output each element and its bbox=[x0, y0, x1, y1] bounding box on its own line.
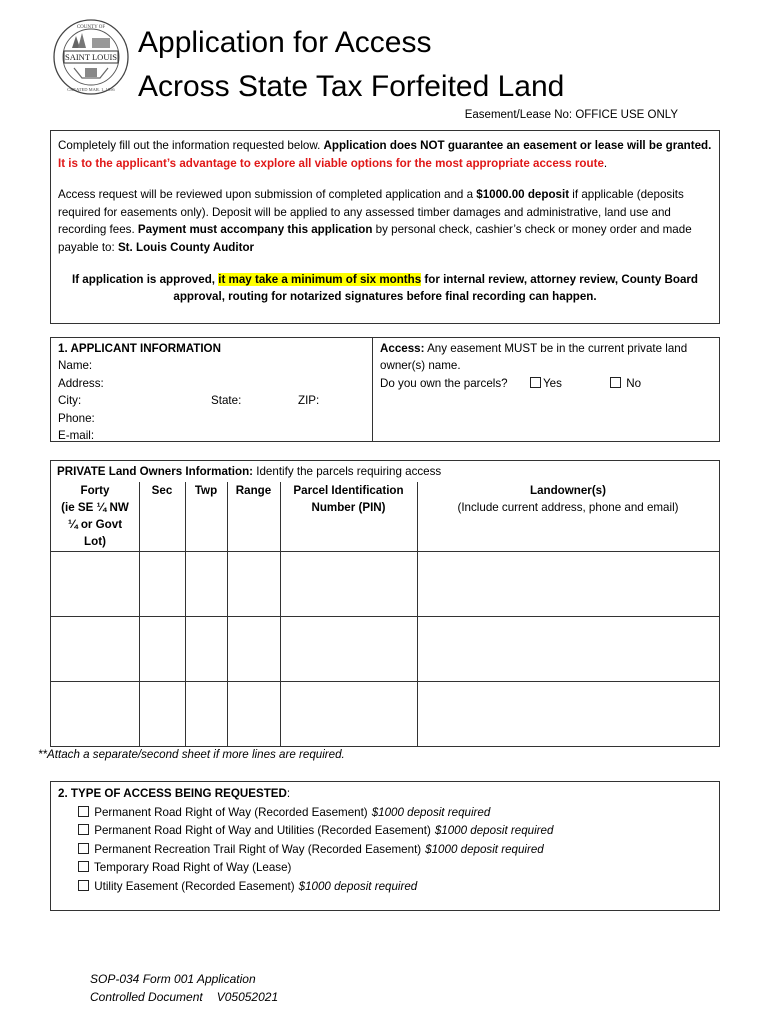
col-forty-line: Forty bbox=[80, 484, 110, 497]
zip-field[interactable]: ZIP: bbox=[298, 394, 320, 408]
table-row[interactable] bbox=[51, 616, 719, 681]
instructions-paragraph-1 bbox=[58, 137, 712, 172]
email-label: E-mail: bbox=[58, 428, 95, 442]
access-option-road-row[interactable] bbox=[78, 804, 712, 823]
parcels-heading bbox=[57, 463, 441, 480]
access-option-road-utilities[interactable] bbox=[78, 822, 712, 841]
footer-form-id: SOP-034 Form 001 Application bbox=[90, 972, 256, 986]
access-type-colon: : bbox=[286, 787, 291, 800]
col-owner-line: (Include current address, phone and email) bbox=[457, 501, 679, 514]
city-field[interactable]: City: bbox=[58, 394, 82, 408]
applicant-heading: 1. APPLICANT INFORMATION bbox=[58, 342, 221, 355]
col-forty-line: (ie SE ¼ NW bbox=[61, 501, 129, 514]
col-pin-header bbox=[280, 482, 417, 516]
intro-period: . bbox=[603, 156, 608, 170]
col-forty-header bbox=[51, 482, 139, 550]
access-option-temporary-road[interactable] bbox=[78, 859, 712, 878]
no-label: No bbox=[626, 376, 642, 390]
col-pin-line: Number (PIN) bbox=[311, 501, 386, 514]
state-field[interactable]: State: bbox=[211, 394, 242, 408]
email-field[interactable] bbox=[58, 427, 365, 444]
footer-version: V05052021 bbox=[216, 990, 279, 1004]
option-label: Utility Easement (Recorded Easement) bbox=[94, 879, 295, 893]
intro-text: for internal review, attorney review, County Board approval, routing for notarized signatures before final recording can happen. bbox=[173, 272, 698, 304]
address-label: Address: bbox=[58, 376, 104, 390]
address-field[interactable] bbox=[58, 375, 365, 392]
access-type-heading: 2. TYPE OF ACCESS BEING REQUESTED bbox=[58, 787, 287, 800]
option-label: Permanent Road Right of Way and Utilities (Recorded Easement) bbox=[94, 824, 431, 837]
option-label: Permanent Recreation Trail Right of Way (Recorded Easement) bbox=[94, 842, 422, 856]
col-sec-header: Sec bbox=[151, 484, 173, 497]
applicant-fields bbox=[51, 338, 373, 441]
page-title-line2: Across State Tax Forfeited Land bbox=[138, 70, 565, 103]
instructions-paragraph-3 bbox=[58, 271, 712, 306]
document-footer bbox=[90, 970, 278, 1006]
seal-center-text: SAINT LOUIS bbox=[64, 52, 118, 62]
phone-field[interactable] bbox=[58, 410, 365, 427]
name-label: Name: bbox=[58, 359, 93, 373]
instructions-paragraph-2 bbox=[58, 186, 712, 256]
checkbox-icon bbox=[610, 377, 621, 388]
checkbox-icon bbox=[78, 861, 89, 872]
payment-notice: Payment must accompany this application bbox=[137, 223, 373, 237]
access-option-recreation-trail[interactable] bbox=[78, 841, 712, 860]
landowner-parcels-table bbox=[50, 460, 720, 747]
checkbox-icon bbox=[78, 806, 89, 817]
checkbox-icon bbox=[78, 880, 89, 891]
intro-red-advantage: It is to the applicant’s advantage to explore all viable options for the most appropriate access route bbox=[58, 156, 604, 170]
intro-bold-guarantee: Application does NOT guarantee an easement or lease will be granted. bbox=[323, 139, 712, 152]
access-text: Any easement MUST be in the current private land owner(s) name. bbox=[380, 342, 688, 373]
table-row[interactable] bbox=[51, 551, 719, 616]
col-pin-line: Parcel Identification bbox=[293, 484, 404, 497]
col-forty-line: ¼ or Govt bbox=[67, 518, 123, 531]
own-parcels-question: Do you own the parcels? bbox=[380, 376, 508, 390]
instructions-box bbox=[50, 130, 720, 324]
option-deposit: $1000 deposit required bbox=[298, 879, 418, 893]
intro-text: Completely fill out the information requested below. bbox=[58, 139, 324, 152]
intro-text: Access request will be reviewed upon submission of completed application and a bbox=[58, 188, 477, 202]
yes-label: Yes bbox=[543, 376, 562, 390]
col-twp-header: Twp bbox=[194, 484, 218, 497]
access-type-section bbox=[50, 781, 720, 911]
name-field[interactable] bbox=[58, 357, 365, 374]
col-owner-line: Landowner(s) bbox=[529, 484, 606, 497]
phone-label: Phone: bbox=[58, 411, 95, 425]
option-label: Permanent Road Right of Way (Recorded Easement) bbox=[94, 805, 368, 819]
checkbox-icon bbox=[78, 843, 89, 854]
intro-text: by personal check, cashier’s check or money order and made payable to: bbox=[58, 223, 692, 254]
checkbox-icon bbox=[78, 824, 89, 835]
yes-checkbox[interactable] bbox=[530, 375, 562, 392]
intro-text: If application is approved, bbox=[71, 272, 219, 286]
no-checkbox[interactable] bbox=[610, 375, 641, 392]
applicant-information-section bbox=[50, 337, 720, 442]
col-range-header: Range bbox=[235, 484, 272, 497]
option-label: Temporary Road Right of Way (Lease) bbox=[94, 861, 292, 874]
easement-lease-number: Easement/Lease No: OFFICE USE ONLY bbox=[464, 109, 678, 121]
seal-bottom-text: CREATED MAR. 1, 1856 bbox=[67, 87, 115, 92]
parcels-heading-bold: PRIVATE Land Owners Information: bbox=[57, 465, 254, 478]
access-note bbox=[380, 340, 712, 375]
access-option-utility-easement[interactable] bbox=[78, 878, 712, 897]
checkbox-icon bbox=[530, 377, 541, 388]
seal-top-text: COUNTY OF bbox=[76, 25, 106, 30]
seal-graphic bbox=[52, 18, 130, 96]
extra-sheet-note: **Attach a separate/second sheet if more lines are required. bbox=[38, 748, 345, 761]
option-deposit: $1000 deposit required bbox=[425, 842, 544, 856]
county-seal-logo bbox=[52, 18, 130, 96]
parcels-heading-text: Identify the parcels requiring access bbox=[253, 465, 442, 478]
access-label: Access: bbox=[380, 342, 425, 355]
page-title-line1: Application for Access bbox=[138, 26, 432, 59]
table-row[interactable] bbox=[51, 681, 719, 746]
col-landowner-header bbox=[417, 482, 719, 516]
payee-name: St. Louis County Auditor bbox=[117, 240, 255, 254]
option-deposit: $1000 deposit required bbox=[434, 824, 554, 837]
footer-controlled: Controlled Document bbox=[90, 990, 203, 1004]
deposit-amount: $1000.00 deposit bbox=[476, 188, 570, 202]
col-forty-line: Lot) bbox=[84, 535, 106, 548]
access-ownership bbox=[373, 338, 719, 441]
option-deposit: $1000 deposit required bbox=[371, 805, 491, 819]
intro-text: if applicable (deposits required for easements only). Deposit will be applied to any assessed timber damages and administrative, land use and recording fees. bbox=[58, 188, 684, 237]
six-months-highlight: it may take a minimum of six months bbox=[218, 272, 422, 286]
